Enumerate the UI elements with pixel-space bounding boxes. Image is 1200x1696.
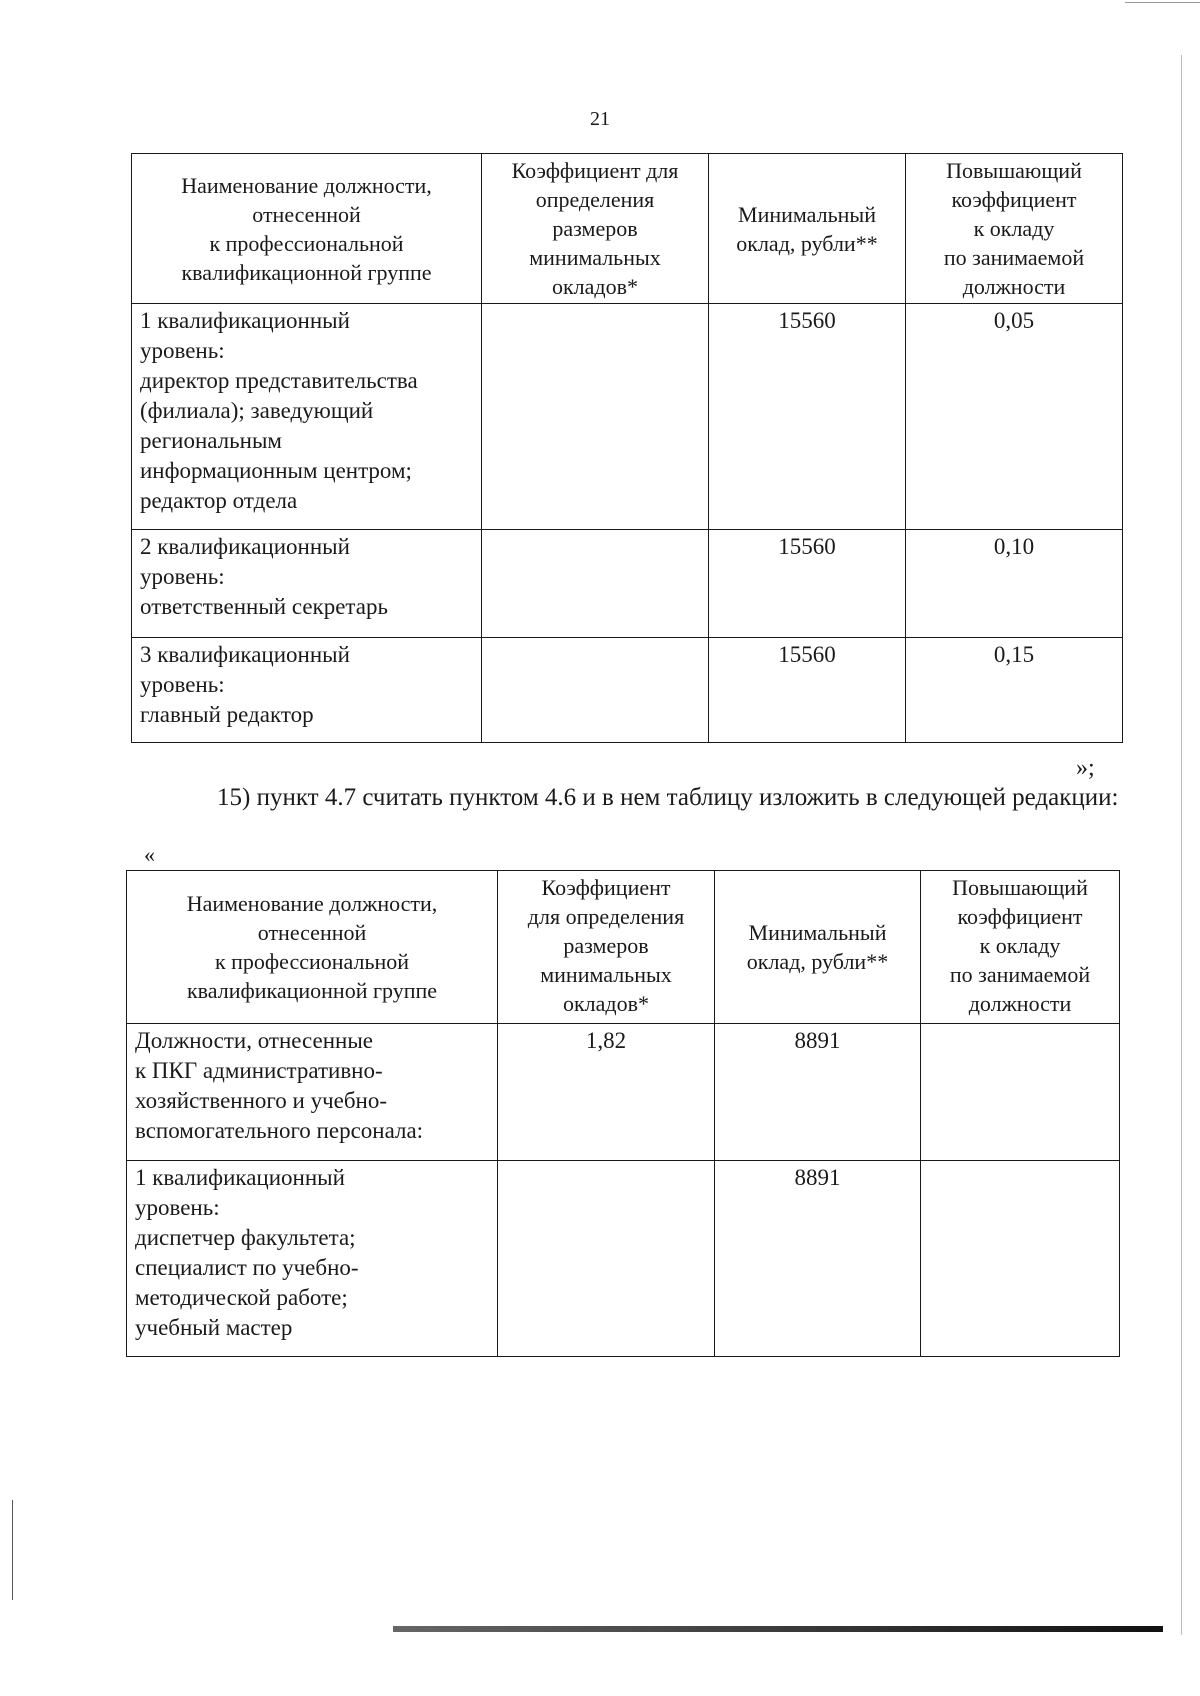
cell-coefficient — [482, 304, 709, 530]
scan-edge-line-top — [1125, 2, 1200, 3]
amendment-paragraph: 15) пункт 4.7 считать пунктом 4.6 и в нем таблицу изложить в следующей редакции: — [217, 784, 1119, 811]
cell-coefficient — [482, 638, 709, 743]
page-number: 21 — [590, 108, 610, 130]
cell-raise-coefficient: 0,05 — [906, 304, 1123, 530]
cell-min-salary: 15560 — [709, 638, 906, 743]
header-position-name: Наименование должности, отнесенной к профессиональной квалификационной группе — [127, 871, 498, 1024]
cell-position-name: 1 квалификационный уровень: директор представительства (филиала); заведующий региональным информационным центром; редактор отдела — [132, 304, 482, 530]
header-coefficient: Коэффициент для определения размеров минимальных окладов* — [482, 154, 709, 304]
table-row — [132, 638, 1123, 743]
salary-table-2 — [126, 870, 1120, 1357]
cell-min-salary: 8891 — [715, 1161, 921, 1357]
cell-raise-coefficient: 0,10 — [906, 530, 1123, 638]
table-header-row — [127, 871, 1120, 1024]
opening-quote: « — [144, 842, 155, 867]
table-row — [132, 530, 1123, 638]
table-row — [127, 1024, 1120, 1161]
salary-table-1 — [131, 153, 1123, 743]
header-coefficient: Коэффициент для определения размеров минимальных окладов* — [498, 871, 715, 1024]
cell-coefficient — [498, 1161, 715, 1357]
cell-raise-coefficient — [921, 1024, 1120, 1161]
scan-edge-line-left — [12, 1500, 13, 1600]
cell-position-name: 1 квалификационный уровень: диспетчер факультета; специалист по учебно- методической работе; учебный мастер — [127, 1161, 498, 1357]
table-row — [127, 1161, 1120, 1357]
header-position-name: Наименование должности, отнесенной к профессиональной квалификационной группе — [132, 154, 482, 304]
scan-edge-line-right — [1181, 55, 1182, 1635]
header-min-salary: Минимальный оклад, рубли** — [709, 154, 906, 304]
cell-position-name: 2 квалификационный уровень: ответственный секретарь — [132, 530, 482, 638]
cell-coefficient: 1,82 — [498, 1024, 715, 1161]
table-header-row — [132, 154, 1123, 304]
cell-raise-coefficient: 0,15 — [906, 638, 1123, 743]
cell-min-salary: 15560 — [709, 304, 906, 530]
header-raise-coefficient: Повышающий коэффициент к окладу по занимаемой должности — [906, 154, 1123, 304]
table-row — [132, 304, 1123, 530]
cell-position-name: Должности, отнесенные к ПКГ административно- хозяйственного и учебно- вспомогательного персонала: — [127, 1024, 498, 1161]
header-raise-coefficient: Повышающий коэффициент к окладу по занимаемой должности — [921, 871, 1120, 1024]
cell-position-name: 3 квалификационный уровень: главный редактор — [132, 638, 482, 743]
cell-raise-coefficient — [921, 1161, 1120, 1357]
scan-edge-line-bottom — [393, 1626, 1163, 1632]
closing-quote: »; — [1076, 755, 1095, 781]
cell-coefficient — [482, 530, 709, 638]
cell-min-salary: 8891 — [715, 1024, 921, 1161]
header-min-salary: Минимальный оклад, рубли** — [715, 871, 921, 1024]
cell-min-salary: 15560 — [709, 530, 906, 638]
